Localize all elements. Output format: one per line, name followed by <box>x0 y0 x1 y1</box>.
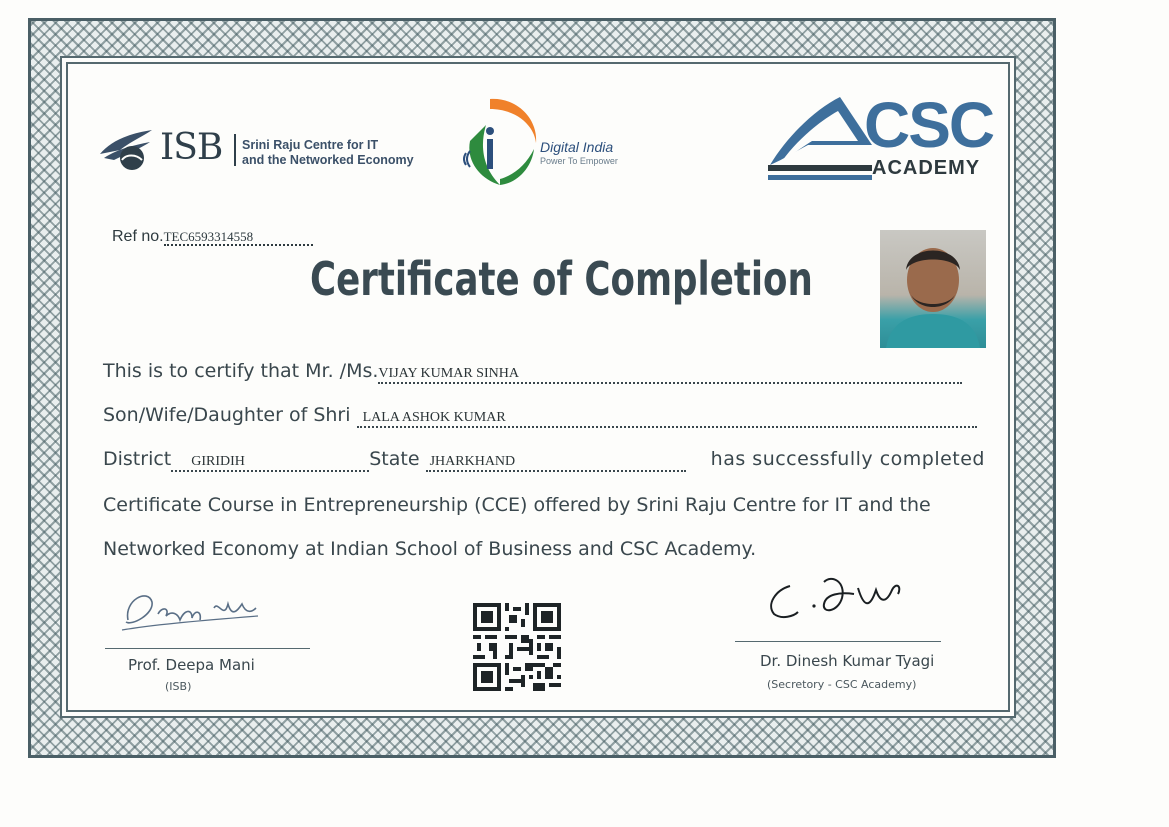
ref-value: TEC6593314558 <box>164 229 314 246</box>
reference-number <box>112 228 313 246</box>
completion-text: has successfully completed <box>710 448 985 470</box>
csc-academy-label: ACADEMY <box>872 157 981 179</box>
state-label: State <box>369 448 420 470</box>
course-line: Certificate Course in Entrepreneurship (CCE) offered by Srini Raju Centre for IT and the <box>103 494 931 516</box>
certificate-title: Certificate of Completion <box>310 252 813 306</box>
digital-india-icon <box>460 95 540 190</box>
left-signatory-name: Prof. Deepa Mani <box>128 656 255 674</box>
institution-line: Networked Economy at Indian School of Business and CSC Academy. <box>103 538 757 560</box>
ref-label: Ref no. <box>112 228 164 245</box>
isb-wordmark: ISB <box>160 127 223 168</box>
qr-code <box>473 603 561 691</box>
certify-label: This is to certify that Mr. /Ms. <box>103 360 379 382</box>
right-signatory-role: (Secretory - CSC Academy) <box>767 678 917 691</box>
signature-dinesh-tyagi <box>762 568 922 628</box>
isb-subtitle-line2: and the Networked Economy <box>242 153 414 167</box>
isb-logo <box>96 122 441 174</box>
person-photo-icon <box>880 230 986 348</box>
isb-subtitle-line1: Srini Raju Centre for IT <box>242 138 379 152</box>
recipient-name: VIJAY KUMAR SINHA <box>378 366 962 384</box>
isb-bird-icon <box>96 124 156 172</box>
digital-india-tagline: Power To Empower <box>540 156 618 166</box>
location-line <box>103 448 985 472</box>
right-signatory-name: Dr. Dinesh Kumar Tyagi <box>760 652 935 670</box>
district-value: GIRIDIH <box>171 454 369 472</box>
parent-name: LALA ASHOK KUMAR <box>357 410 977 428</box>
csc-wordmark: CSC <box>864 89 994 161</box>
left-signature-line <box>105 648 310 649</box>
digital-india-logo <box>460 95 650 190</box>
district-label: District <box>103 448 172 470</box>
parent-line <box>103 404 977 428</box>
recipient-photo <box>880 230 986 348</box>
csc-book-icon <box>768 95 878 183</box>
right-signature-line <box>735 641 941 642</box>
isb-divider <box>234 134 236 166</box>
isb-subtitle <box>242 138 414 168</box>
signature-deepa-mani <box>118 580 268 640</box>
parent-label: Son/Wife/Daughter of Shri <box>103 404 351 426</box>
state-value: JHARKHAND <box>426 454 686 472</box>
certify-line <box>103 360 962 384</box>
digital-india-title: Digital India <box>540 139 614 155</box>
left-signatory-role: (ISB) <box>165 680 192 693</box>
csc-academy-logo <box>768 89 994 183</box>
